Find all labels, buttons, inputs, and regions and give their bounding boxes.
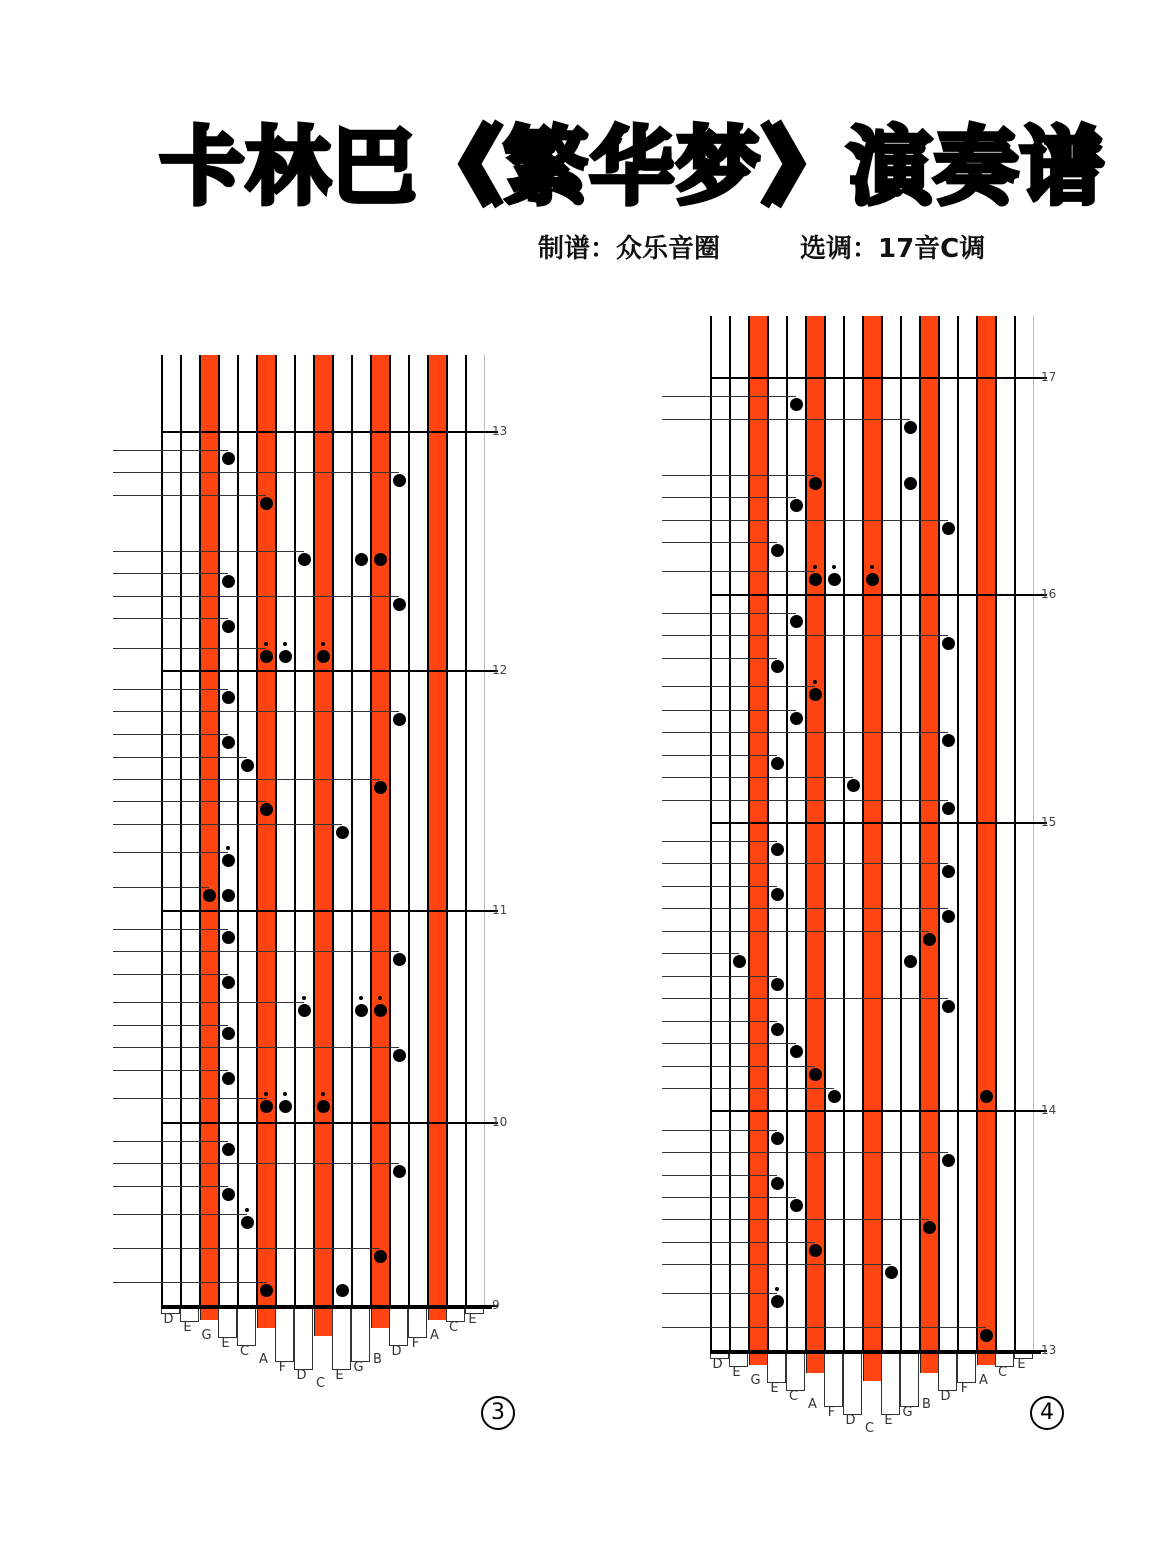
key-label: E bbox=[468, 1312, 477, 1327]
key-line bbox=[957, 316, 959, 1351]
measure-number: 10 bbox=[492, 1115, 508, 1129]
key-line bbox=[881, 316, 883, 1351]
measure-line bbox=[710, 1350, 1047, 1352]
beat-line bbox=[662, 710, 796, 711]
key-line bbox=[805, 316, 807, 1351]
beat-line bbox=[662, 908, 948, 909]
note-dot bbox=[771, 1023, 784, 1036]
key-label: C bbox=[864, 1421, 875, 1436]
measure-line bbox=[710, 822, 1047, 824]
red-key-bar bbox=[314, 355, 333, 1336]
beat-line bbox=[113, 974, 228, 975]
note-dot bbox=[222, 1072, 235, 1085]
beat-line bbox=[113, 951, 399, 952]
key-label: F bbox=[411, 1336, 420, 1351]
note-dot bbox=[980, 1329, 993, 1342]
beat-line bbox=[662, 419, 910, 420]
beat-line bbox=[113, 757, 247, 758]
beat-line bbox=[662, 1175, 777, 1176]
measure-number: 13 bbox=[492, 424, 508, 438]
beat-line bbox=[113, 689, 228, 690]
note-dot bbox=[374, 1004, 387, 1017]
red-key-bar bbox=[200, 355, 219, 1320]
measure-number: 9 bbox=[492, 1298, 500, 1312]
note-dot bbox=[222, 620, 235, 633]
octave-dot bbox=[359, 996, 363, 1000]
key-line bbox=[824, 316, 826, 1351]
key-label: D bbox=[712, 1357, 723, 1372]
note-dot bbox=[771, 1295, 784, 1308]
key-line bbox=[408, 355, 410, 1306]
key-line bbox=[862, 316, 864, 1351]
note-dot bbox=[942, 1154, 955, 1167]
note-dot bbox=[771, 1132, 784, 1145]
measure-line bbox=[161, 431, 498, 433]
beat-line bbox=[662, 976, 777, 977]
note-dot bbox=[866, 573, 879, 586]
note-dot bbox=[923, 933, 936, 946]
beat-line bbox=[662, 998, 948, 999]
note-dot bbox=[393, 1049, 406, 1062]
beat-line bbox=[662, 841, 777, 842]
key-label: D bbox=[163, 1312, 174, 1327]
measure-line bbox=[161, 1122, 498, 1124]
beat-line bbox=[662, 863, 948, 864]
beat-line bbox=[113, 824, 342, 825]
key-label: D bbox=[391, 1344, 402, 1359]
beat-line bbox=[662, 1264, 891, 1265]
note-dot bbox=[809, 1244, 822, 1257]
beat-line bbox=[662, 396, 796, 397]
beat-line bbox=[113, 472, 399, 473]
key-label: A bbox=[979, 1373, 988, 1388]
beat-line bbox=[113, 1248, 380, 1249]
note-dot bbox=[771, 843, 784, 856]
key-label: E bbox=[183, 1320, 192, 1335]
note-dot bbox=[222, 691, 235, 704]
beat-line bbox=[662, 1327, 986, 1328]
note-dot bbox=[904, 477, 917, 490]
beat-line bbox=[662, 520, 948, 521]
note-dot bbox=[374, 781, 387, 794]
note-dot bbox=[942, 522, 955, 535]
note-dot bbox=[771, 660, 784, 673]
key-line bbox=[786, 316, 788, 1351]
beat-line bbox=[662, 1021, 777, 1022]
octave-dot bbox=[775, 1287, 779, 1291]
key-line bbox=[729, 316, 731, 1351]
measure-number: 11 bbox=[492, 903, 508, 917]
note-dot bbox=[790, 1199, 803, 1212]
key-label: F bbox=[960, 1381, 969, 1396]
page-title: 卡林巴《繁华梦》演奏谱 bbox=[160, 118, 1107, 216]
key-line bbox=[1033, 316, 1034, 1351]
note-dot bbox=[828, 573, 841, 586]
octave-dot bbox=[378, 996, 382, 1000]
key-line bbox=[938, 316, 940, 1351]
measure-number: 15 bbox=[1041, 815, 1057, 829]
octave-dot bbox=[321, 1092, 325, 1096]
octave-dot bbox=[226, 846, 230, 850]
beat-line bbox=[662, 1242, 815, 1243]
beat-line bbox=[662, 755, 777, 756]
note-dot bbox=[904, 421, 917, 434]
key-line bbox=[919, 316, 921, 1351]
key-label: E bbox=[884, 1413, 893, 1428]
key-line bbox=[767, 316, 769, 1351]
beat-line bbox=[662, 1043, 796, 1044]
note-dot bbox=[260, 650, 273, 663]
note-dot bbox=[279, 650, 292, 663]
key-line bbox=[995, 316, 997, 1351]
note-dot bbox=[771, 757, 784, 770]
beat-line bbox=[113, 618, 228, 619]
note-dot bbox=[790, 398, 803, 411]
note-dot bbox=[241, 759, 254, 772]
octave-dot bbox=[245, 1208, 249, 1212]
beat-line bbox=[113, 495, 266, 496]
key-line bbox=[748, 316, 750, 1351]
note-dot bbox=[942, 1000, 955, 1013]
octave-dot bbox=[283, 642, 287, 646]
key-label: D bbox=[940, 1389, 951, 1404]
measure-line bbox=[161, 910, 498, 912]
beat-line bbox=[662, 635, 948, 636]
octave-dot bbox=[283, 1092, 287, 1096]
note-dot bbox=[809, 688, 822, 701]
note-dot bbox=[260, 1100, 273, 1113]
beat-line bbox=[662, 1293, 777, 1294]
note-dot bbox=[222, 976, 235, 989]
note-dot bbox=[393, 598, 406, 611]
note-dot bbox=[393, 1165, 406, 1178]
key-line bbox=[465, 355, 467, 1306]
beat-line bbox=[662, 542, 777, 543]
key-label: A bbox=[430, 1328, 439, 1343]
measure-line bbox=[710, 1110, 1047, 1112]
note-dot bbox=[847, 779, 860, 792]
note-dot bbox=[279, 1100, 292, 1113]
octave-dot bbox=[813, 565, 817, 569]
note-dot bbox=[336, 826, 349, 839]
key-label: F bbox=[827, 1405, 836, 1420]
measure-line bbox=[161, 670, 498, 672]
key-line bbox=[900, 316, 902, 1351]
note-dot bbox=[317, 1100, 330, 1113]
key-line bbox=[427, 355, 429, 1306]
beat-line bbox=[662, 1088, 834, 1089]
note-dot bbox=[923, 1221, 936, 1234]
key-label: A bbox=[808, 1397, 817, 1412]
beat-line bbox=[662, 475, 815, 476]
beat-line bbox=[662, 931, 929, 932]
beat-line bbox=[113, 551, 304, 552]
note-dot bbox=[374, 553, 387, 566]
beat-line bbox=[662, 1219, 929, 1220]
note-dot bbox=[336, 1284, 349, 1297]
beat-line bbox=[662, 658, 777, 659]
key-label: D bbox=[845, 1413, 856, 1428]
note-dot bbox=[771, 1177, 784, 1190]
beat-line bbox=[113, 1070, 228, 1071]
beat-line bbox=[662, 953, 739, 954]
note-dot bbox=[828, 1090, 841, 1103]
note-dot bbox=[374, 1250, 387, 1263]
page-number-4: 4 bbox=[1030, 1396, 1064, 1430]
note-dot bbox=[809, 573, 822, 586]
key-label: B bbox=[373, 1352, 382, 1367]
beat-line bbox=[662, 497, 796, 498]
key-line bbox=[843, 316, 845, 1351]
beat-line bbox=[113, 1163, 399, 1164]
note-dot bbox=[222, 931, 235, 944]
note-dot bbox=[942, 865, 955, 878]
beat-line bbox=[113, 648, 266, 649]
key-label: C bbox=[315, 1376, 326, 1391]
beat-line bbox=[113, 1098, 266, 1099]
beat-line bbox=[113, 1002, 304, 1003]
octave-dot bbox=[870, 565, 874, 569]
note-dot bbox=[317, 650, 330, 663]
beat-line bbox=[662, 800, 948, 801]
note-dot bbox=[942, 637, 955, 650]
note-dot bbox=[809, 477, 822, 490]
note-dot bbox=[885, 1266, 898, 1279]
note-dot bbox=[942, 734, 955, 747]
beat-line bbox=[113, 450, 228, 451]
note-dot bbox=[355, 1004, 368, 1017]
note-dot bbox=[733, 955, 746, 968]
note-dot bbox=[771, 888, 784, 901]
beat-line bbox=[662, 1066, 815, 1067]
note-dot bbox=[260, 1284, 273, 1297]
measure-number: 16 bbox=[1041, 587, 1057, 601]
note-dot bbox=[393, 713, 406, 726]
beat-line bbox=[662, 732, 948, 733]
key-line bbox=[1014, 316, 1016, 1351]
beat-line bbox=[113, 596, 399, 597]
beat-line bbox=[113, 1214, 247, 1215]
note-dot bbox=[980, 1090, 993, 1103]
beat-line bbox=[113, 887, 209, 888]
key-label: E bbox=[1017, 1357, 1026, 1372]
beat-line bbox=[113, 852, 228, 853]
key-bottom bbox=[824, 1354, 843, 1407]
octave-dot bbox=[264, 1092, 268, 1096]
note-dot bbox=[790, 1045, 803, 1058]
key-bottom bbox=[275, 1309, 294, 1362]
beat-line bbox=[113, 1186, 228, 1187]
key-line bbox=[710, 316, 712, 1351]
beat-line bbox=[113, 929, 228, 930]
note-dot bbox=[942, 910, 955, 923]
beat-line bbox=[113, 801, 266, 802]
measure-line bbox=[710, 377, 1047, 379]
note-dot bbox=[260, 497, 273, 510]
note-dot bbox=[298, 553, 311, 566]
key-label: A bbox=[259, 1352, 268, 1367]
note-dot bbox=[771, 544, 784, 557]
key-bottom bbox=[237, 1309, 256, 1346]
note-dot bbox=[942, 802, 955, 815]
note-dot bbox=[260, 803, 273, 816]
note-dot bbox=[298, 1004, 311, 1017]
key-line bbox=[446, 355, 448, 1306]
key-label: E bbox=[335, 1368, 344, 1383]
note-dot bbox=[222, 1027, 235, 1040]
beat-line bbox=[662, 571, 815, 572]
beat-line bbox=[662, 1130, 777, 1131]
beat-line bbox=[662, 777, 853, 778]
measure-number: 12 bbox=[492, 663, 508, 677]
red-key-bar bbox=[920, 316, 939, 1373]
key-label: E bbox=[770, 1381, 779, 1396]
beat-line bbox=[113, 711, 399, 712]
octave-dot bbox=[813, 680, 817, 684]
note-dot bbox=[222, 1143, 235, 1156]
key-label: C bbox=[997, 1365, 1008, 1380]
key-label: C bbox=[788, 1389, 799, 1404]
key-line bbox=[976, 316, 978, 1351]
key-label: G bbox=[902, 1405, 913, 1420]
key-label: F bbox=[278, 1360, 287, 1375]
note-dot bbox=[222, 854, 235, 867]
measure-line bbox=[710, 594, 1047, 596]
note-dot bbox=[241, 1216, 254, 1229]
red-key-bar bbox=[863, 316, 882, 1381]
key-label: C bbox=[448, 1320, 459, 1335]
key-bottom bbox=[767, 1354, 786, 1383]
key-label: G bbox=[201, 1328, 212, 1343]
key-bottom bbox=[218, 1309, 237, 1338]
note-dot bbox=[393, 953, 406, 966]
beat-line bbox=[113, 779, 380, 780]
key-label: G bbox=[353, 1360, 364, 1375]
note-dot bbox=[203, 889, 216, 902]
octave-dot bbox=[264, 642, 268, 646]
red-key-bar bbox=[371, 355, 390, 1328]
beat-line bbox=[113, 1282, 266, 1283]
red-key-bar bbox=[977, 316, 996, 1365]
key-label: B bbox=[922, 1397, 931, 1412]
key-label: D bbox=[296, 1368, 307, 1383]
key-info: 选调：17音C调 bbox=[800, 234, 986, 264]
beat-line bbox=[662, 886, 777, 887]
key-line bbox=[484, 355, 485, 1306]
note-dot bbox=[222, 1188, 235, 1201]
beat-line bbox=[662, 1152, 948, 1153]
beat-line bbox=[113, 1141, 228, 1142]
page-number-3: 3 bbox=[481, 1396, 515, 1430]
beat-line bbox=[662, 1197, 796, 1198]
note-dot bbox=[904, 955, 917, 968]
octave-dot bbox=[832, 565, 836, 569]
measure-number: 17 bbox=[1041, 370, 1057, 384]
octave-dot bbox=[302, 996, 306, 1000]
note-dot bbox=[790, 615, 803, 628]
key-label: E bbox=[732, 1365, 741, 1380]
key-label: E bbox=[221, 1336, 230, 1351]
measure-number: 14 bbox=[1041, 1103, 1057, 1117]
key-label: C bbox=[239, 1344, 250, 1359]
note-dot bbox=[222, 889, 235, 902]
key-bottom bbox=[294, 1309, 313, 1370]
note-dot bbox=[393, 474, 406, 487]
octave-dot bbox=[321, 642, 325, 646]
note-dot bbox=[222, 575, 235, 588]
note-dot bbox=[355, 553, 368, 566]
beat-line bbox=[113, 573, 228, 574]
note-dot bbox=[809, 1068, 822, 1081]
beat-line bbox=[662, 613, 796, 614]
key-bottom bbox=[786, 1354, 805, 1391]
note-dot bbox=[790, 499, 803, 512]
beat-line bbox=[113, 734, 228, 735]
measure-number: 13 bbox=[1041, 1343, 1057, 1357]
beat-line bbox=[113, 1047, 399, 1048]
note-dot bbox=[222, 452, 235, 465]
measure-line bbox=[161, 1305, 498, 1307]
red-key-bar bbox=[428, 355, 447, 1320]
note-dot bbox=[222, 736, 235, 749]
note-dot bbox=[790, 712, 803, 725]
arranger-credit: 制谱：众乐音圈 bbox=[538, 234, 721, 264]
beat-line bbox=[113, 1025, 228, 1026]
key-label: G bbox=[750, 1373, 761, 1388]
beat-line bbox=[662, 686, 815, 687]
key-bottom bbox=[843, 1354, 862, 1415]
note-dot bbox=[771, 978, 784, 991]
